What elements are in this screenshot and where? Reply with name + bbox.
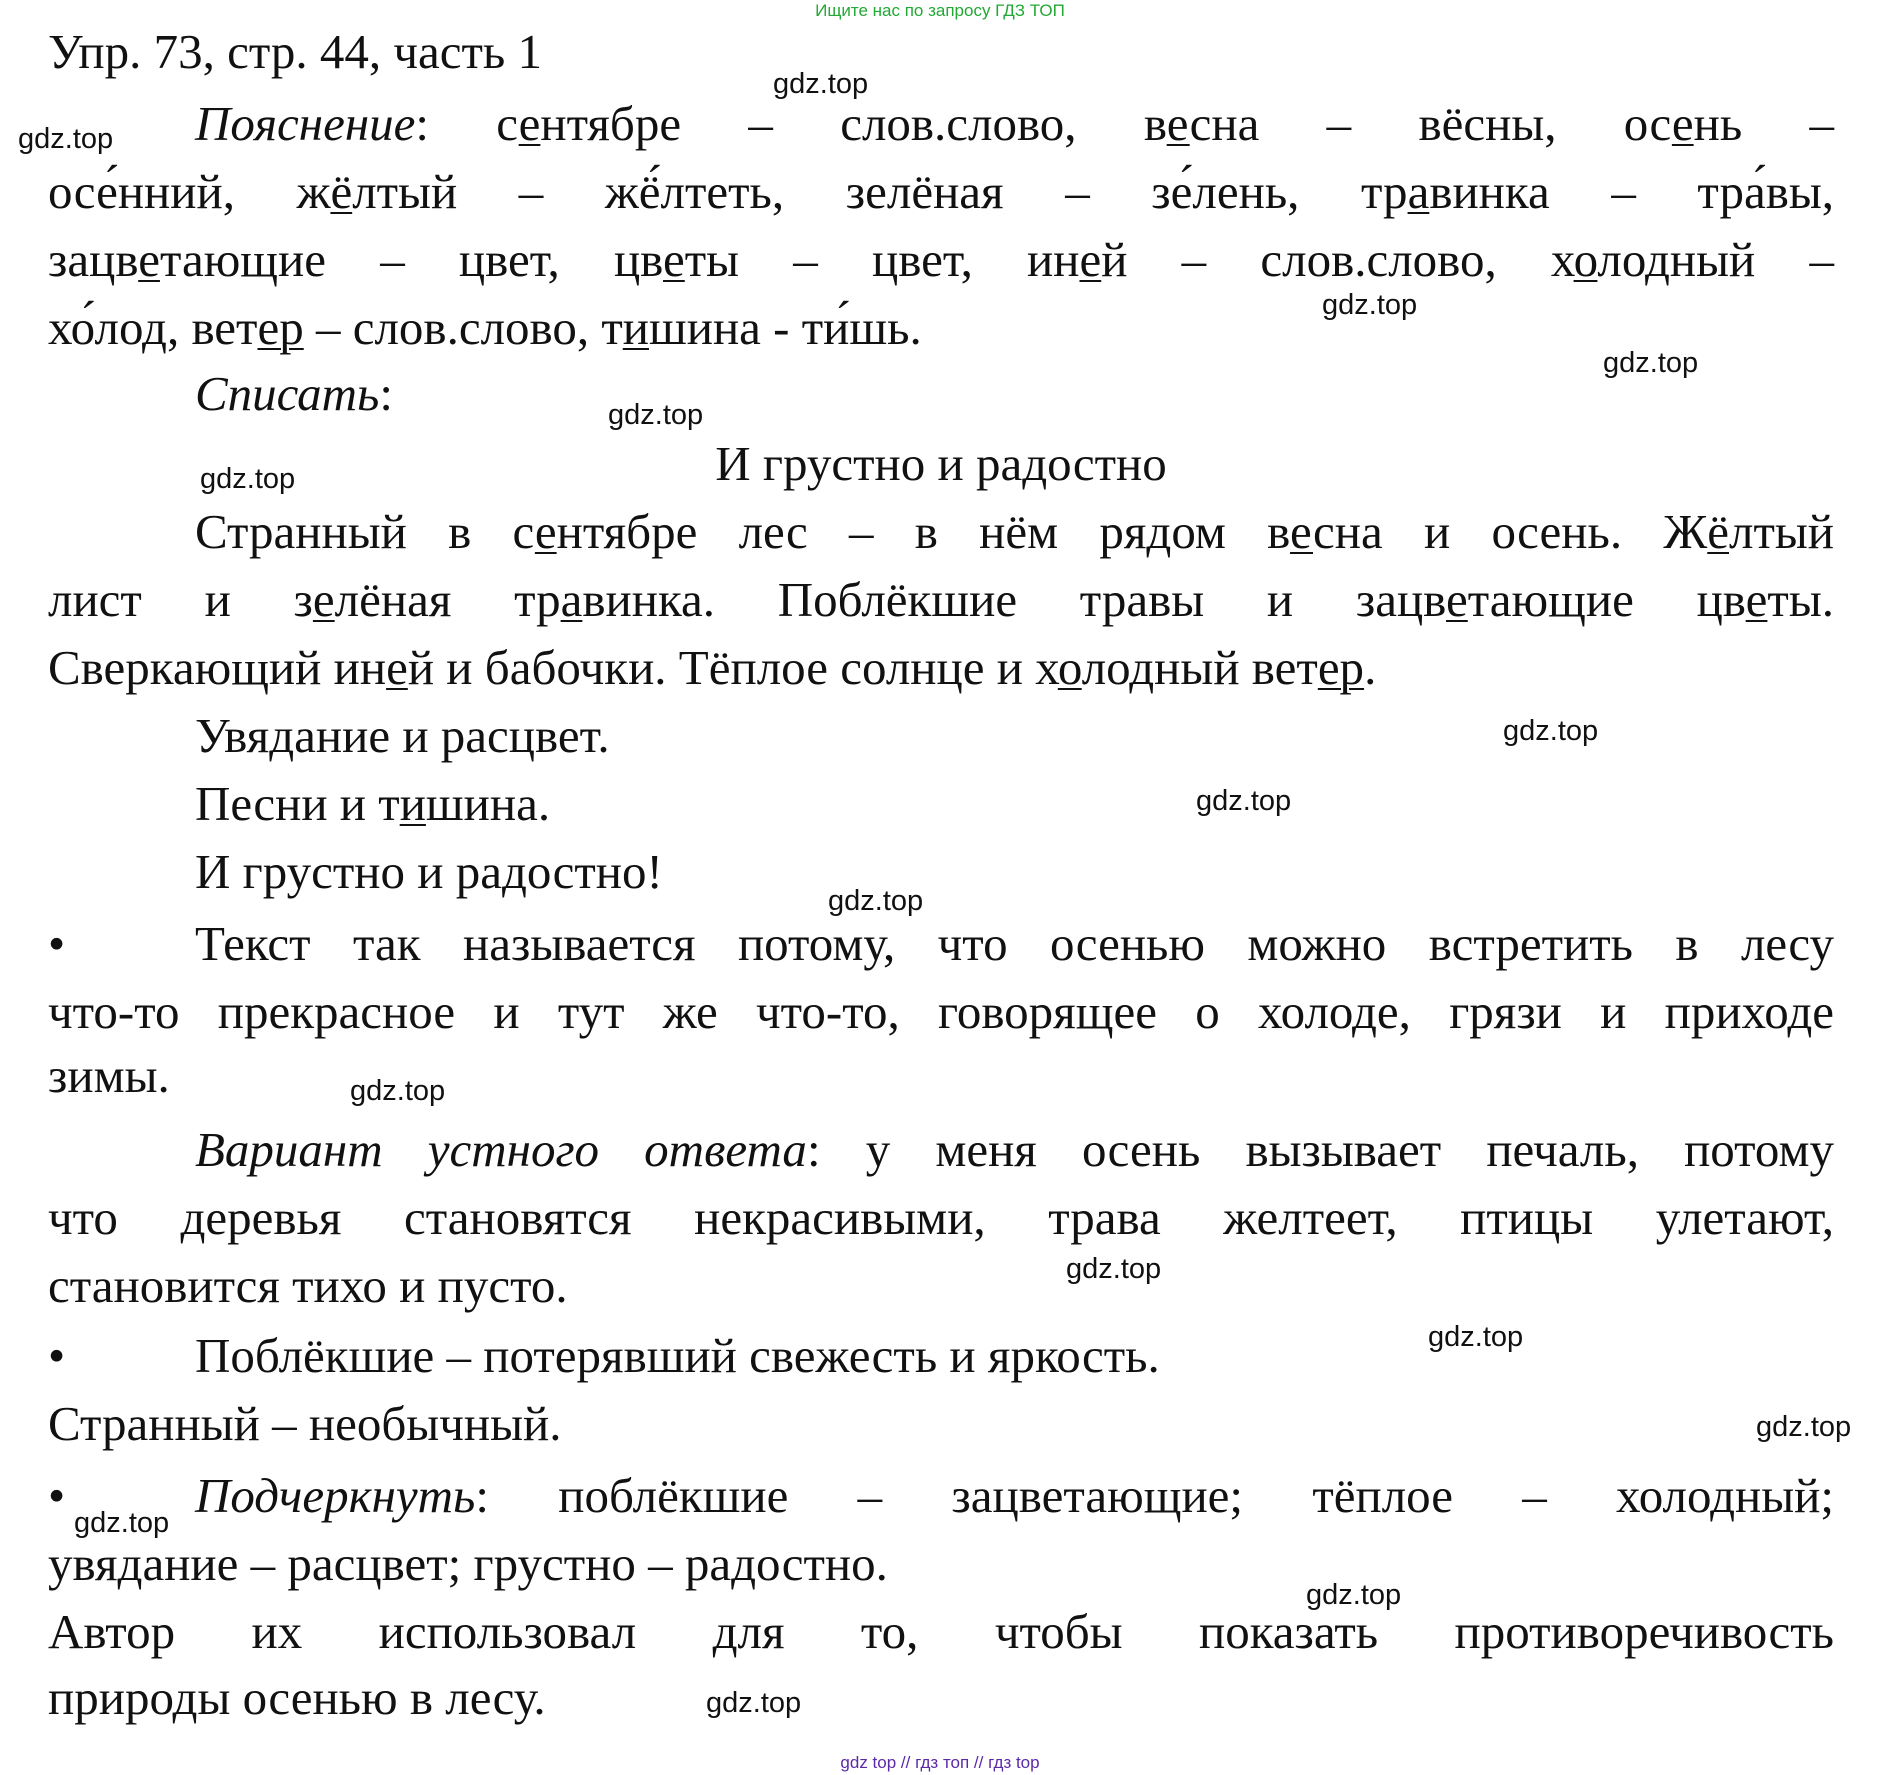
oral-answer-line-2: что деревья становятся некрасивыми, трава желтеет, птицы улетают,	[48, 1190, 1834, 1245]
underlined-letter: и	[622, 300, 649, 355]
bottom-banner[interactable]: gdz top // гдз топ // гдз top	[840, 1753, 1040, 1772]
underlined-letter: ё	[1707, 504, 1729, 559]
explanation-line-2: осе́нний, жёлтый – жё́лтеть, зелёная – зе́лень, травинка – тра́вы,	[48, 164, 1835, 219]
paragraph-line-6: И грустно и радостно!	[195, 844, 663, 899]
bullet-1: •	[48, 916, 66, 971]
underlined-letter: е	[518, 96, 541, 151]
answer-1-line-1: Текст так называется потому, что осенью можно встретить в лесу	[195, 916, 1834, 971]
oral-answer-line-3: становится тихо и пусто.	[48, 1258, 568, 1313]
watermark: gdz.top	[1756, 1411, 1852, 1443]
underlined-letter: о	[1573, 232, 1598, 287]
watermark: gdz.top	[350, 1075, 446, 1107]
underlined-letter: е	[1290, 504, 1313, 559]
answer-1-line-2: что-то прекрасное и тут же что-то, говорящее о холоде, грязи и приходе	[48, 984, 1834, 1039]
watermark: gdz.top	[1503, 715, 1599, 747]
watermark: gdz.top	[1196, 785, 1292, 817]
paragraph-line-5: Песни и тишина.	[195, 776, 551, 831]
underlined-letter: е	[663, 232, 685, 287]
underline-task-line-2: увядание – расцвет; грустно – радостно.	[48, 1536, 888, 1591]
underlined-letter: е	[1166, 96, 1190, 151]
paragraph-line-2: лист и зелёная травинка. Поблёкшие травы и зацветающие цветы.	[48, 572, 1834, 627]
paragraph-line-4: Увядание и расцвет.	[195, 708, 610, 763]
answer-1-line-3: зимы.	[48, 1048, 170, 1103]
bullet-3: •	[48, 1468, 66, 1523]
watermark: gdz.top	[18, 123, 114, 155]
top-banner[interactable]: Ищите нас по запросу ГДЗ ТОП	[815, 1, 1065, 20]
watermark: gdz.top	[74, 1507, 170, 1539]
underline-task-line-1: Подчеркнуть: поблёкшие – зацветающие; тёплое – холодный;	[195, 1468, 1834, 1523]
underlined-letter: е	[1446, 572, 1468, 627]
copy-label: Списать	[195, 366, 380, 421]
watermark: gdz.top	[1603, 347, 1699, 379]
explanation-line-1: Пояснение: сентябре – слов.слово, весна – вёсны, осень –	[195, 96, 1834, 151]
author-line-1: Автор их использовал для то, чтобы показать противоречивость	[48, 1604, 1834, 1659]
explanation-line-3: зацветающие – цвет, цветы – цвет, иней – слов.слово, холодный –	[48, 232, 1834, 287]
watermark: gdz.top	[706, 1687, 802, 1719]
exercise-title: Упр. 73, стр. 44, часть 1	[48, 24, 543, 79]
underlined-letter: е	[1079, 232, 1102, 287]
watermark: gdz.top	[773, 68, 869, 100]
author-line-2: природы осенью в лесу.	[48, 1670, 546, 1725]
answer-2-line-1: Поблёкшие – потерявший свежесть и яркость.	[195, 1328, 1160, 1383]
underlined-letter: а	[1407, 164, 1430, 219]
watermark: gdz.top	[608, 399, 704, 431]
watermark: gdz.top	[1066, 1253, 1162, 1285]
underlined-letter: е	[138, 232, 160, 287]
underlined-letter: а	[560, 572, 583, 627]
underline-task-label: Подчеркнуть	[195, 1468, 476, 1523]
text-title: И грустно и радостно	[715, 436, 1167, 491]
underlined-letter: е	[1745, 572, 1768, 627]
paragraph-line-3: Сверкающий иней и бабочки. Тёплое солнце и холодный ветер.	[48, 640, 1377, 695]
paragraph-line-1: Странный в сентябре лес – в нём рядом весна и осень. Жёлтый	[195, 504, 1835, 559]
underlined-letter: ё	[330, 164, 353, 219]
explanation-line-4: хо́лод, ветер – слов.слово, тишина - ти́шь.	[48, 300, 922, 355]
watermark: gdz.top	[1322, 289, 1418, 321]
underlined-letter: и	[399, 776, 426, 831]
oral-answer-label: Вариант устного ответа	[195, 1122, 807, 1177]
underlined-letter: о	[1057, 640, 1082, 695]
underlined-letter: е	[534, 504, 557, 559]
copy-label-line: Списать:	[195, 366, 393, 421]
watermark: gdz.top	[1428, 1321, 1524, 1353]
underlined-letter: е	[386, 640, 408, 695]
underlined-letter: ер	[1317, 640, 1365, 695]
underlined-letter: е	[312, 572, 335, 627]
underlined-letter: е	[1671, 96, 1694, 151]
watermark: gdz.top	[1306, 1579, 1402, 1611]
watermark: gdz.top	[200, 463, 296, 495]
watermark: gdz.top	[828, 885, 924, 917]
oral-answer-line-1: Вариант устного ответа: у меня осень вызывает печаль, потому	[195, 1122, 1834, 1177]
bullet-2: •	[48, 1328, 66, 1383]
answer-2-line-2: Странный – необычный.	[48, 1396, 562, 1451]
underlined-letter: ер	[257, 300, 304, 355]
explanation-label: Пояснение	[195, 96, 416, 151]
